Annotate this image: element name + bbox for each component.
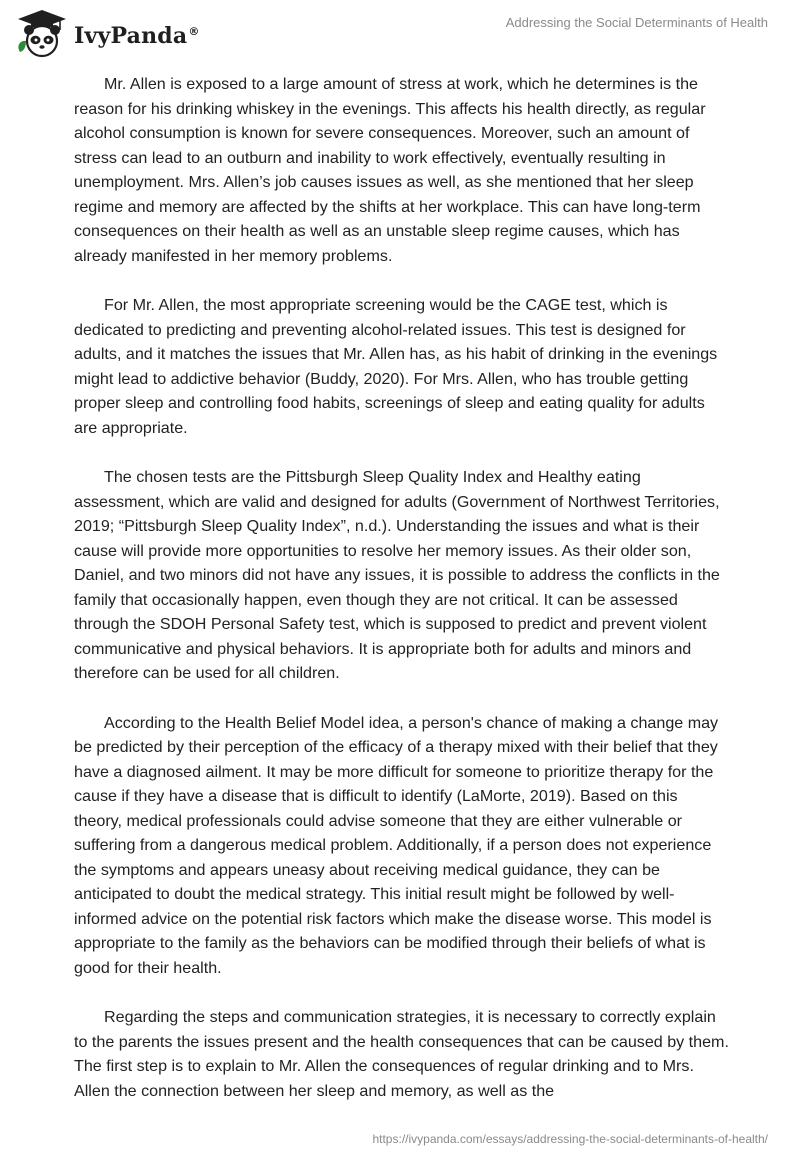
- paragraph-5: Regarding the steps and communication strategies, it is necessary to correctly explain to the parents the issues present and the health consequences that can be caused by them. The first step is to explain to Mr. Allen the consequences of regular drinking and to Mrs. Allen the connection between her sleep and memory, as well as the: [74, 1008, 729, 1100]
- document-title: Addressing the Social Determinants of Health: [505, 15, 768, 30]
- registered-mark: ®: [188, 24, 200, 38]
- paragraph-3: The chosen tests are the Pittsburgh Sleep Quality Index and Healthy eating assessment, which are valid and designed for adults (Government of Northwest Territories, 2019; “Pittsburgh Sleep Quality Index”, n.d.). Understanding the issues and what is their cause will provide more opportunities to resolve her memory issues. As their older son, Daniel, and two minors did not have any issues, it is possible to address the conflicts in the family that occasionally happen, even though they are not critical. It can be assessed through the SDOH Personal Safety test, which is supposed to predict and prevent violent communicative and physical behaviors. It is appropriate both for adults and minors and therefore can be used for all children.: [74, 468, 720, 682]
- essay-body: [74, 72, 730, 1128]
- brand-name: IvyPanda®: [74, 23, 200, 49]
- paragraph-2: For Mr. Allen, the most appropriate screening would be the CAGE test, which is dedicated to predicting and preventing alcohol-related issues. This test is designed for adults, and it matches the issues that Mr. Allen has, as his habit of drinking in the evenings might lead to addictive behavior (Buddy, 2020). For Mrs. Allen, who has trouble getting proper sleep and controlling food habits, screenings of sleep and eating quality for adults are appropriate.: [74, 296, 718, 437]
- page-header: [0, 0, 800, 60]
- brand-logo-link[interactable]: [14, 8, 200, 60]
- paragraph-4: According to the Health Belief Model idea, a person's chance of making a change may be predicted by their perception of the efficacy of a therapy mixed with their belief that they have a diagnosed ailment. It may be more difficult for someone to prioritize therapy for the cause if they have a disease that is difficult to identify (LaMorte, 2019). Based on this theory, medical professionals could advise someone that they are either vulnerable or suffering from a dangerous medical problem. Additionally, if a person does not experience the symptoms and appears uneasy about receiving medical guidance, they can be anticipated to doubt the medical strategy. This initial result might be followed by well-informed advice on the potential risk factors which make the disease worse. This model is appropriate to the family as the behaviors can be modified through their beliefs of what is good for their health.: [74, 713, 719, 977]
- source-url-link[interactable]: https://ivypanda.com/essays/addressing-the-social-determinants-of-health/: [372, 1132, 768, 1146]
- paragraph-1: Mr. Allen is exposed to a large amount of stress at work, which he determines is the reason for his drinking whiskey in the evenings. This affects his health directly, as regular alcohol consumption is known for severe consequences. Moreover, such an amount of stress can lead to an outburn and inability to work effectively, eventually resulting in unemployment. Mrs. Allen’s job causes issues as well, as she mentioned that her sleep regime and memory are affected by the shifts at her workplace. This can have long-term consequences on their health as well as an unstable sleep regime causes, which has already manifested in her memory problems.: [74, 75, 706, 265]
- panda-graduate-icon: [14, 8, 70, 60]
